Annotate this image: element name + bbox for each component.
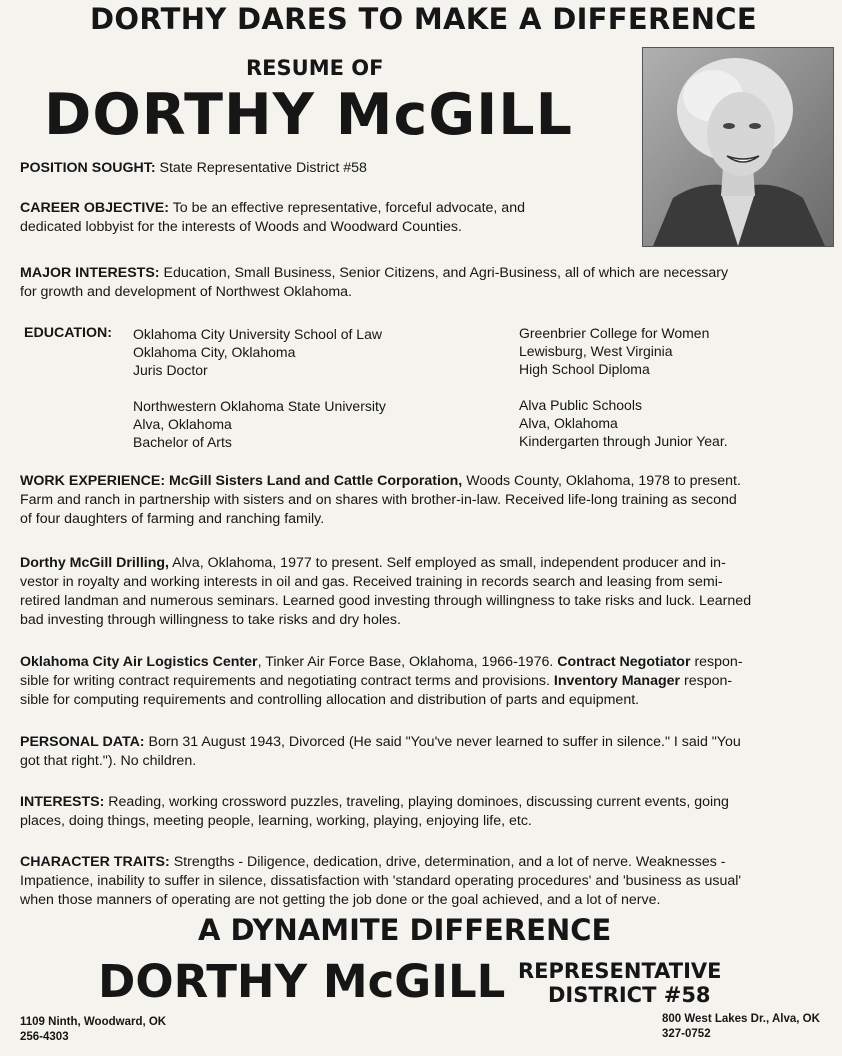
school-degree: Bachelor of Arts bbox=[133, 434, 232, 450]
candidate-name: DORTHY McGILL bbox=[44, 82, 573, 148]
footer-candidate-name: DORTHY McGILL bbox=[98, 955, 506, 1008]
job-text: sible for computing requirements and controlling allocation and distribution of parts and equipment. bbox=[20, 692, 640, 708]
major-interests-label: MAJOR INTERESTS: bbox=[20, 265, 160, 281]
job-text: retired landman and numerous seminars. Learned good investing through willingness to take risks and luck. Learned bbox=[20, 593, 752, 609]
job-text: respon- bbox=[684, 673, 733, 689]
education-label: EDUCATION: bbox=[24, 325, 113, 341]
job-text: Woods County, Oklahoma, 1978 to present. bbox=[466, 473, 741, 489]
interests-label: INTERESTS: bbox=[20, 794, 105, 810]
job-title: Dorthy McGill Drilling, bbox=[20, 555, 169, 571]
job-text: vestor in royalty and working interests in oil and gas. Received training in records search and leasing from semi- bbox=[20, 574, 723, 590]
school-name: Alva Public Schools bbox=[519, 397, 642, 413]
school-degree: Kindergarten through Junior Year. bbox=[519, 433, 728, 449]
personal-data-section bbox=[20, 733, 741, 771]
education-entry bbox=[133, 397, 386, 451]
career-text: To be an effective representative, forceful advocate, and bbox=[172, 200, 525, 216]
education-entry bbox=[519, 324, 709, 378]
alva-address bbox=[662, 1012, 820, 1042]
character-traits-text: Strengths - Diligence, dedication, drive, determination, and a lot of nerve. Weaknesses - bbox=[173, 854, 726, 870]
job-entry bbox=[20, 653, 743, 710]
job-text: sible for writing contract requirements and negotiating contract terms and provisions. bbox=[20, 673, 550, 689]
school-place: Lewisburg, West Virginia bbox=[519, 343, 673, 359]
job-text: , Tinker Air Force Base, Oklahoma, 1966-1976. bbox=[257, 654, 554, 670]
interests-text: places, doing things, meeting people, learning, working, playing, enjoying life, etc. bbox=[20, 813, 532, 829]
work-experience-label: WORK EXPERIENCE: bbox=[20, 473, 166, 489]
position-label: POSITION SOUGHT: bbox=[20, 160, 156, 176]
job-title: Oklahoma City Air Logistics Center bbox=[20, 654, 258, 670]
education-entry bbox=[519, 396, 728, 450]
school-place: Alva, Oklahoma bbox=[133, 416, 232, 432]
character-traits-section bbox=[20, 853, 741, 910]
major-interests-text: for growth and development of Northwest Oklahoma. bbox=[20, 284, 352, 300]
major-interests-text: Education, Small Business, Senior Citizens, and Agri-Business, all of which are necessary bbox=[163, 265, 729, 281]
school-place: Alva, Oklahoma bbox=[519, 415, 618, 431]
education-entry bbox=[133, 325, 382, 379]
job-role: Inventory Manager bbox=[553, 673, 681, 689]
school-name: Northwestern Oklahoma State University bbox=[133, 398, 386, 414]
personal-data-text: Born 31 August 1943, Divorced (He said "You've never learned to suffer in silence." I said "You bbox=[148, 734, 741, 750]
woodward-address bbox=[20, 1015, 166, 1045]
address-line: 1109 Ninth, Woodward, OK bbox=[20, 1016, 167, 1028]
resume-of-heading: RESUME OF bbox=[246, 56, 384, 80]
job-role: Contract Negotiator bbox=[557, 654, 691, 670]
character-traits-label: CHARACTER TRAITS: bbox=[20, 854, 170, 870]
candidate-photo bbox=[642, 47, 834, 247]
position-text: State Representative District #58 bbox=[159, 160, 367, 176]
school-degree: Juris Doctor bbox=[133, 362, 208, 378]
phone-number: 327-0752 bbox=[662, 1028, 711, 1040]
school-name: Oklahoma City University School of Law bbox=[133, 326, 382, 342]
character-traits-text: Impatience, inability to suffer in silence, dissatisfaction with 'standard operating procedures' and 'business as usual' bbox=[20, 873, 742, 889]
address-line: 800 West Lakes Dr., Alva, OK bbox=[662, 1013, 820, 1025]
headline: DORTHY DARES TO MAKE A DIFFERENCE bbox=[90, 2, 757, 36]
major-interests-section bbox=[20, 264, 728, 302]
interests-text: Reading, working crossword puzzles, traveling, playing dominoes, discussing current events, going bbox=[108, 794, 729, 810]
career-section bbox=[20, 199, 525, 237]
portrait-image bbox=[643, 48, 833, 246]
job-text: respon- bbox=[694, 654, 743, 670]
school-degree: High School Diploma bbox=[519, 361, 650, 377]
personal-data-text: got that right."). No children. bbox=[20, 753, 197, 769]
job-text: bad investing through willingness to take risks and dry holes. bbox=[20, 612, 401, 628]
job-entry bbox=[20, 554, 751, 630]
job-text: Farm and ranch in partnership with sisters and on shares with brother-in-law. Received life-long training as second bbox=[20, 492, 737, 508]
school-name: Greenbrier College for Women bbox=[519, 325, 710, 341]
work-experience-section bbox=[20, 472, 741, 529]
job-text: of four daughters of farming and ranching family. bbox=[20, 511, 325, 527]
career-text: dedicated lobbyist for the interests of Woods and Woodward Counties. bbox=[20, 219, 462, 235]
job-title: McGill Sisters Land and Cattle Corporation, bbox=[169, 473, 463, 489]
phone-number: 256-4303 bbox=[20, 1031, 69, 1043]
interests-section bbox=[20, 793, 729, 831]
career-label: CAREER OBJECTIVE: bbox=[20, 200, 169, 216]
representative-label: REPRESENTATIVE bbox=[518, 959, 722, 983]
position-section bbox=[20, 159, 367, 178]
slogan: A DYNAMITE DIFFERENCE bbox=[198, 913, 612, 947]
character-traits-text: when those manners of operating are not getting the job done or the goal achieved, and a lot of nerve. bbox=[20, 892, 661, 908]
job-text: Alva, Oklahoma, 1977 to present. Self employed as small, independent producer and in- bbox=[172, 555, 726, 571]
school-place: Oklahoma City, Oklahoma bbox=[133, 344, 296, 360]
personal-data-label: PERSONAL DATA: bbox=[20, 734, 145, 750]
district-label: DISTRICT #58 bbox=[548, 983, 711, 1007]
